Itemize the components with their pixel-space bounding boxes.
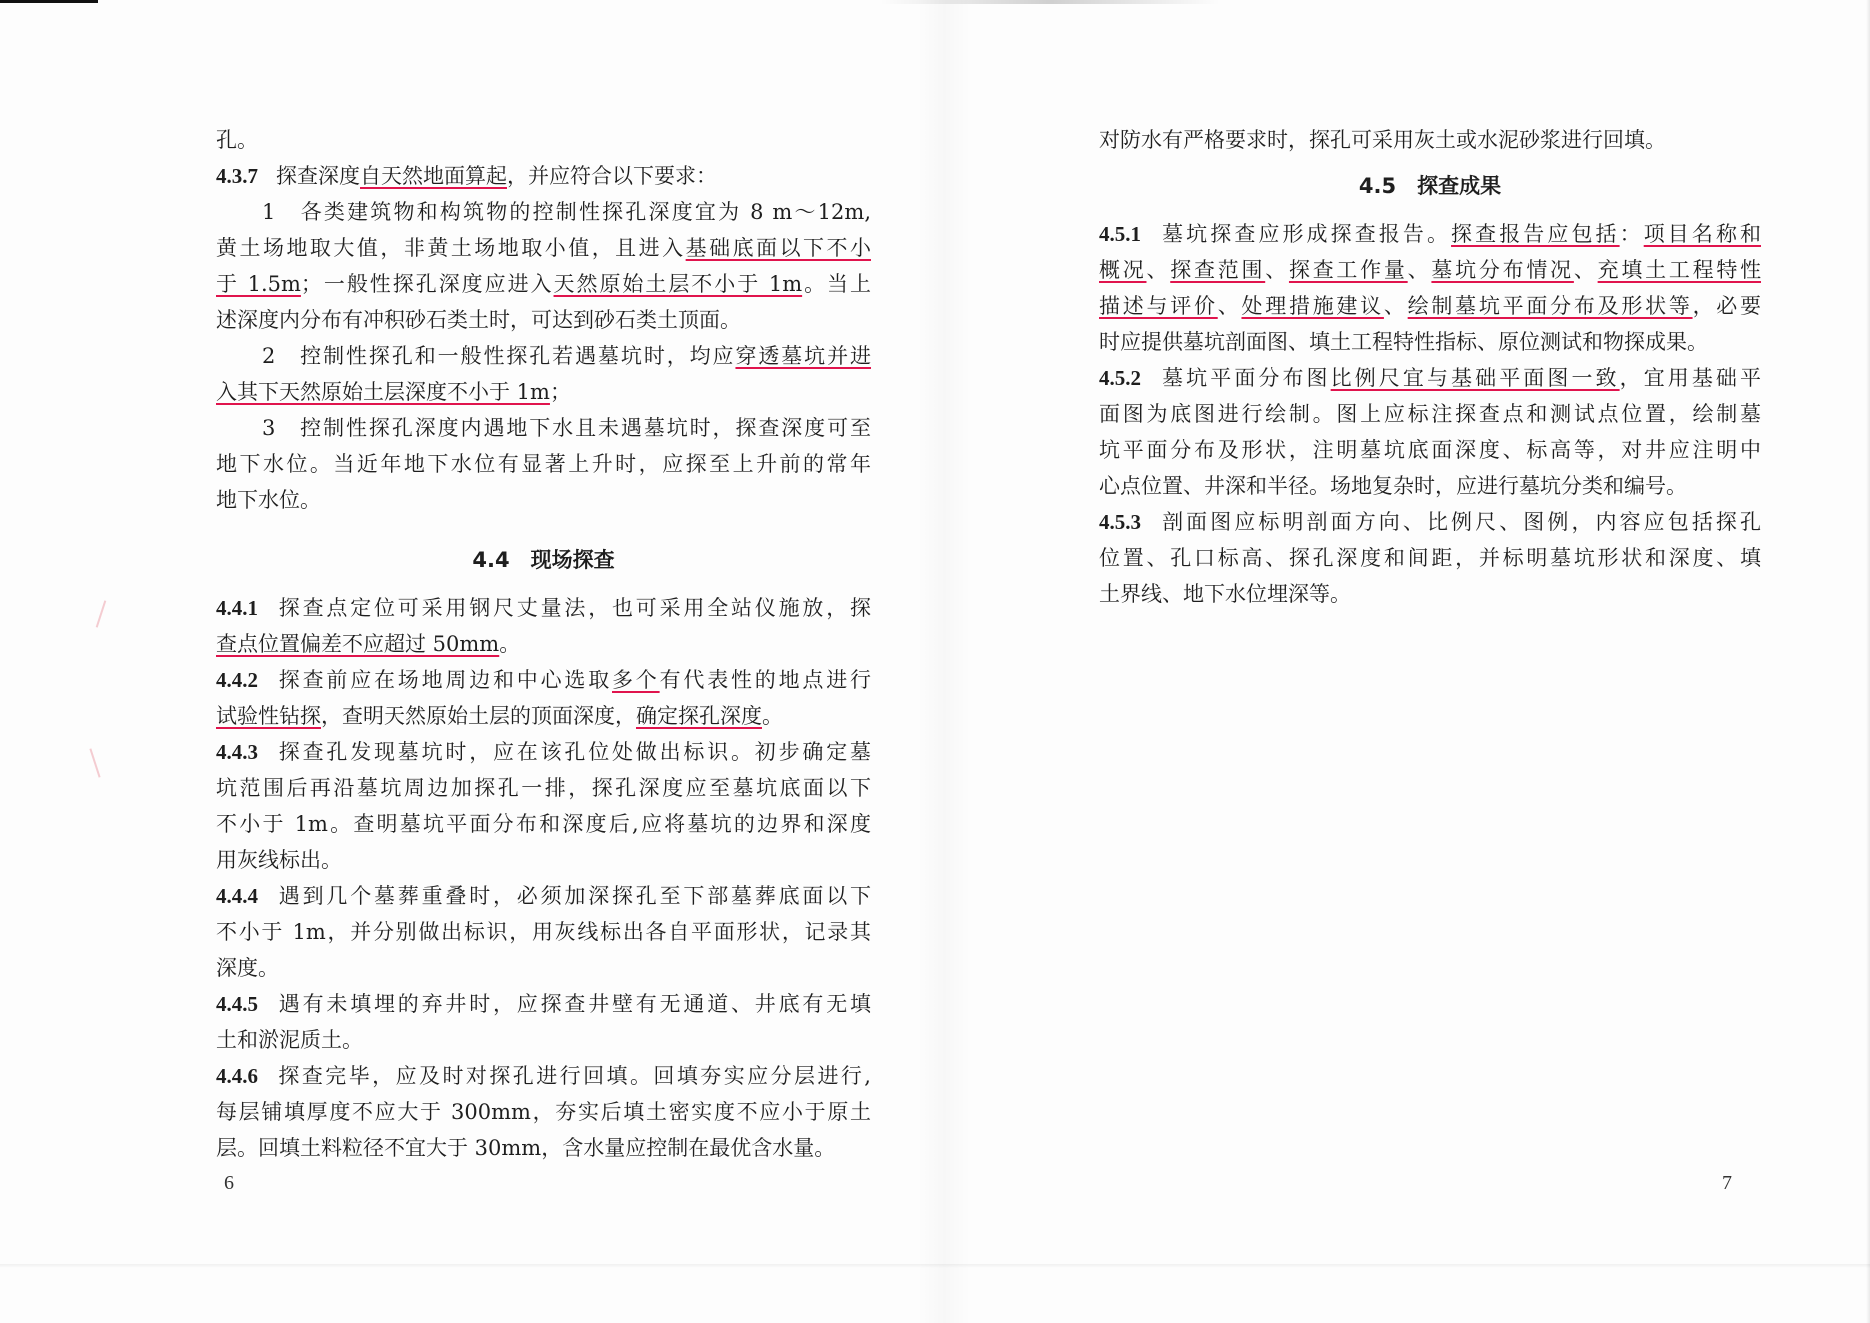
scan-right-edge: [1866, 0, 1870, 1323]
clause-number: 4.4.6: [216, 1064, 258, 1088]
underlined-phrase: 探查报告应包括: [1451, 222, 1620, 246]
text-line: [216, 950, 871, 986]
underlined-phrase: 天然原始土层不小于 1m: [553, 272, 803, 296]
text-line: [216, 806, 871, 842]
clause-line: [216, 734, 871, 770]
text-line: [216, 266, 871, 302]
line-text: 探查深度自天然地面算起，并应符合以下要求：: [276, 164, 717, 188]
underlined-phrase: 概况: [1099, 258, 1147, 282]
line-text: 用灰线标出。: [216, 848, 342, 872]
line-text: 试验性钻探，查明天然原始土层的顶面深度，确定探孔深度。: [216, 704, 783, 728]
text-line: [216, 1094, 871, 1130]
text-line: [1099, 576, 1761, 612]
clause-number: 4.5.1: [1099, 222, 1141, 246]
line-text: 查点位置偏差不应超过 50mm。: [216, 632, 521, 656]
underlined-phrase: 墓坑分布情况: [1431, 258, 1574, 282]
line-text: 探查前应在场地周边和中心选取多个有代表性的地点进行: [276, 668, 871, 692]
text-line: [216, 374, 871, 410]
line-text: 墓坑探查应形成探查报告。探查报告应包括：项目名称和: [1159, 222, 1761, 246]
underlined-phrase: 充填土工程特性: [1597, 258, 1761, 282]
underlined-phrase: 查点位置偏差不应超过 50mm: [216, 632, 500, 656]
line-text: 时应提供墓坑剖面图、填土工程特性指标、原位测试和物探成果。: [1099, 330, 1708, 354]
scan-bottom-shadow: [0, 1264, 1870, 1268]
line-text: 地下水位。当近年地下水位有显著上升时，应探至上升前的常年: [216, 452, 871, 476]
text-line: [1099, 122, 1761, 158]
line-text: 地下水位。: [216, 488, 321, 512]
scan-artifact: [96, 600, 107, 627]
text-line: [216, 1130, 871, 1166]
clause-number: 4.4.1: [216, 596, 258, 620]
text-line: [216, 122, 871, 158]
line-text: 探查点定位可采用钢尺丈量法，也可采用全站仪施放，探: [276, 596, 871, 620]
line-text: 土和淤泥质土。: [216, 1028, 363, 1052]
underlined-phrase: 多个: [612, 668, 660, 692]
clause-number: 4.5.2: [1099, 366, 1141, 390]
line-text: 黄土场地取大值，非黄土场地取小值，且进入基础底面以下不小: [216, 236, 871, 260]
underlined-phrase: 试验性钻探: [216, 704, 321, 728]
line-text: 坑范围后再沿墓坑周边加探孔一排，探孔深度应至墓坑底面以下: [216, 776, 871, 800]
clause-line: [216, 1058, 871, 1094]
text-line: [1099, 540, 1761, 576]
line-text: 入其下天然原始土层深度不小于 1m；: [216, 380, 571, 404]
underlined-phrase: 比例尺宜与基础平面图一致: [1330, 366, 1620, 390]
line-text: 每层铺填厚度不应大于 300mm，夯实后填土密实度不应小于原土: [216, 1100, 871, 1124]
scan-corner-mark: [0, 0, 98, 3]
text-line: [216, 446, 871, 482]
underlined-phrase: 探查工作量: [1288, 258, 1408, 282]
line-text: 对防水有严格要求时，探孔可采用灰土或水泥砂浆进行回填。: [1099, 128, 1666, 152]
clause-line: [216, 158, 871, 194]
scan-artifact: [89, 748, 100, 777]
line-text: 深度。: [216, 956, 279, 980]
line-text: 1 各类建筑物和构筑物的控制性探孔深度宜为 8 m～12m,: [262, 200, 871, 224]
line-text: 述深度内分布有冲积砂石类土时，可达到砂石类土顶面。: [216, 308, 741, 332]
clause-number: 4.4.5: [216, 992, 258, 1016]
text-line: [216, 626, 871, 662]
line-text: 描述与评价、处理措施建议、绘制墓坑平面分布及形状等，必要: [1099, 294, 1761, 318]
page-number-left: 6: [224, 1172, 234, 1194]
text-line: [1099, 324, 1761, 360]
underlined-phrase: 项目名称和: [1643, 222, 1761, 246]
text-line: [216, 338, 871, 374]
text-line: [216, 1022, 871, 1058]
line-text: 不小于 1m。查明墓坑平面分布和深度后,应将墓坑的边界和深度: [216, 812, 871, 836]
line-text: 概况、探查范围、探查工作量、墓坑分布情况、充填土工程特性: [1099, 258, 1761, 282]
line-text: 遇有未填埋的弃井时，应探查井壁有无通道、井底有无填: [276, 992, 871, 1016]
underlined-phrase: 入其下天然原始土层深度不小于 1m: [216, 380, 550, 404]
clause-line: [1099, 504, 1761, 540]
text-line: [1099, 432, 1761, 468]
text-line: [1099, 396, 1761, 432]
text-line: [216, 410, 871, 446]
line-text: 坑平面分布及形状，注明墓坑底面深度、标高等，对井应注明中: [1099, 438, 1761, 462]
text-line: [216, 842, 871, 878]
line-text: 剖面图应标明剖面方向、比例尺、图例，内容应包括探孔: [1159, 510, 1761, 534]
left-page: [216, 122, 871, 1166]
clause-number: 4.5.3: [1099, 510, 1141, 534]
text-line: [216, 302, 871, 338]
line-text: 心点位置、井深和半径。场地复杂时，应进行墓坑分类和编号。: [1099, 474, 1687, 498]
line-text: 不小于 1m，并分别做出标识，用灰线标出各自平面形状，记录其: [216, 920, 871, 944]
underlined-phrase: 描述与评价: [1099, 294, 1218, 318]
section-heading: 4.5 探查成果: [1358, 174, 1502, 198]
line-text: 土界线、地下水位埋深等。: [1099, 582, 1351, 606]
clause-line: [216, 878, 871, 914]
underlined-phrase: 探查范围: [1170, 258, 1266, 282]
underlined-phrase: 处理措施建议: [1241, 294, 1384, 318]
text-line: [1099, 288, 1761, 324]
line-text: 墓坑平面分布图比例尺宜与基础平面图一致，宜用基础平: [1159, 366, 1761, 390]
right-page: [1099, 122, 1761, 612]
line-text: 位置、孔口标高、探孔深度和间距，并标明墓坑形状和深度、填: [1099, 546, 1761, 570]
underlined-phrase: 穿透墓坑并进: [735, 344, 871, 368]
text-line: [1099, 252, 1761, 288]
line-text: 探查完毕，应及时对探孔进行回填。回填夯实应分层进行,: [276, 1064, 871, 1088]
line-text: 孔。: [216, 128, 258, 152]
line-text: 3 控制性探孔深度内遇地下水且未遇墓坑时，探查深度可至: [262, 416, 871, 440]
text-line: [216, 194, 871, 230]
line-text: 探查孔发现墓坑时，应在该孔位处做出标识。初步确定墓: [276, 740, 871, 764]
text-line: [216, 698, 871, 734]
underlined-phrase: 绘制墓坑平面分布及形状等: [1407, 294, 1693, 318]
underlined-phrase: 于 1.5m: [216, 272, 301, 296]
clause-line: [216, 986, 871, 1022]
clause-number: 4.4.2: [216, 668, 258, 692]
line-text: 于 1.5m；一般性探孔深度应进入天然原始土层不小于 1m。当上: [216, 272, 871, 296]
underlined-phrase: 确定探孔深度: [636, 704, 762, 728]
clause-number: 4.4.4: [216, 884, 258, 908]
clause-number: 4.4.3: [216, 740, 258, 764]
text-line: [216, 770, 871, 806]
page-number-right: 7: [1722, 1172, 1732, 1194]
line-text: 层。回填土料粒径不宜大于 30mm，含水量应控制在最优含水量。: [216, 1136, 836, 1160]
line-text: 遇到几个墓葬重叠时，必须加深探孔至下部墓葬底面以下: [276, 884, 871, 908]
underlined-phrase: 自天然地面算起: [360, 164, 507, 188]
line-text: 面图为底图进行绘制。图上应标注探查点和测试点位置，绘制墓: [1099, 402, 1761, 426]
text-line: [216, 482, 871, 518]
text-line: [1099, 468, 1761, 504]
clause-line: [1099, 360, 1761, 396]
section-heading: 4.4 现场探查: [472, 548, 615, 572]
text-line: [216, 914, 871, 950]
underlined-phrase: 基础底面以下不小: [685, 236, 871, 260]
book-gutter: [918, 0, 970, 1323]
clause-number: 4.3.7: [216, 164, 258, 188]
text-line: [216, 230, 871, 266]
clause-line: [1099, 216, 1761, 252]
line-text: 2 控制性探孔和一般性探孔若遇墓坑时，均应穿透墓坑并进: [262, 344, 871, 368]
clause-line: [216, 662, 871, 698]
clause-line: [216, 590, 871, 626]
